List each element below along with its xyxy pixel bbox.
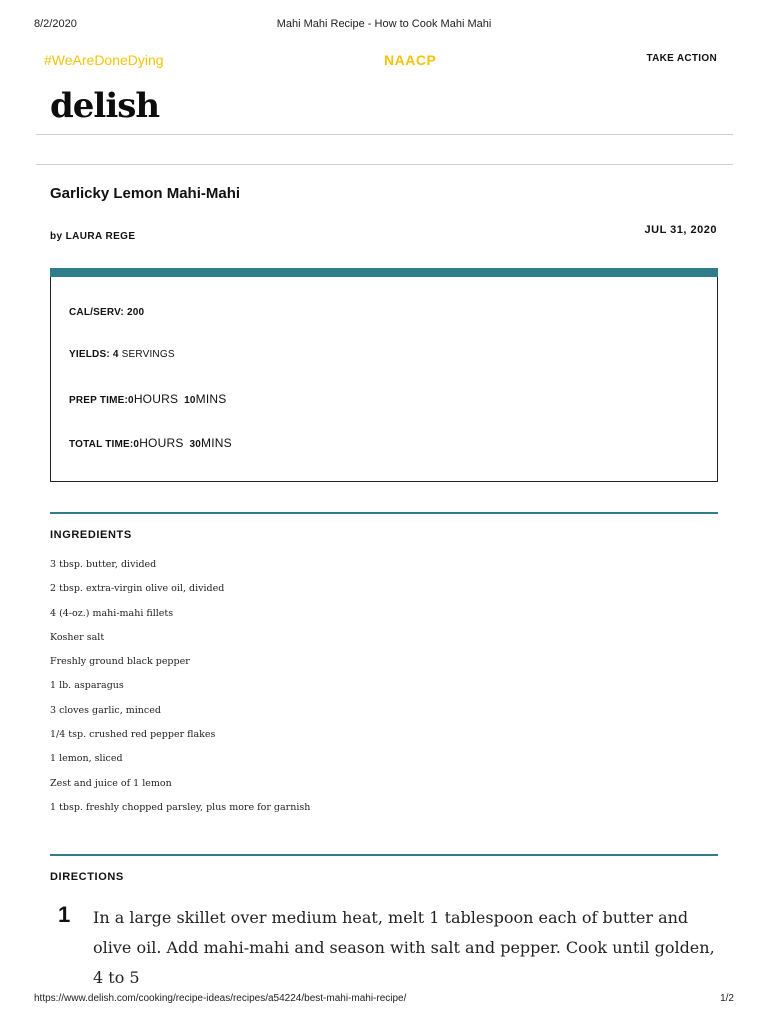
calories-label: CAL/SERV: [69,307,124,318]
byline-prefix: by [50,231,66,242]
step-text: In a large skillet over medium heat, melt 1 tablespoon each of butter and olive oil. Add mahi-mahi and season with salt and pepper. Cook until golden, 4 to 5 [93,908,715,987]
author-name[interactable]: LAURA REGE [65,231,136,242]
ingredients-divider [50,512,718,514]
ingredient-item: 1 tbsp. freshly chopped parsley, plus more for garnish [50,801,311,813]
ingredient-item: 1/4 tsp. crushed red pepper flakes [50,729,216,741]
site-logo[interactable]: delish [50,86,160,126]
recipe-title: Garlicky Lemon Mahi-Mahi [50,185,241,202]
ingredients-heading: INGREDIENTS [50,529,132,541]
byline [50,231,135,242]
prep-mins-unit: MINS [195,392,227,406]
total-mins: 30 [189,439,202,450]
yields-label: YIELDS: [69,349,110,360]
prep-time-label: PREP TIME: [69,395,129,406]
calories-per-serving [69,307,144,318]
total-mins-unit: MINS [201,436,232,450]
ingredient-item: 1 lemon, sliced [50,753,123,765]
ingredient-item: Freshly ground black pepper [50,656,190,668]
header-divider [36,164,733,165]
prep-mins: 10 [184,395,196,406]
total-hours-unit: HOURS [139,436,184,450]
ingredient-item: Kosher salt [50,631,105,643]
print-page-number: 1/2 [720,993,734,1004]
header-divider [36,134,733,135]
directions-heading: DIRECTIONS [50,871,124,883]
publish-date: JUL 31, 2020 [644,224,717,236]
total-hours: 0 [133,439,140,450]
directions-divider [50,854,718,856]
ingredient-item: 3 tbsp. butter, divided [50,559,157,570]
info-box-accent-bar [50,268,718,277]
total-time [69,436,232,450]
total-time-label: TOTAL TIME: [69,439,134,450]
recipe-info-box [50,268,718,482]
ingredients-list [50,558,310,825]
naacp-link[interactable]: NAACP [384,52,437,68]
ingredient-item: 4 (4-oz.) mahi-mahi fillets [50,607,174,619]
yields [69,349,175,360]
ingredient-item: Zest and juice of 1 lemon [50,777,172,789]
hashtag-link[interactable]: #WeAreDoneDying [44,52,164,68]
prep-time [69,392,226,406]
print-footer-url: https://www.delish.com/cooking/recipe-ideas/recipes/a54224/best-mahi-mahi-recipe/ [34,993,407,1004]
yields-number: 4 [112,349,119,360]
take-action-link[interactable]: TAKE ACTION [646,53,717,64]
ingredient-item: 1 lb. asparagus [50,680,124,692]
prep-hours-unit: HOURS [133,392,179,406]
yields-unit: SERVINGS [121,349,175,360]
print-page-title: Mahi Mahi Recipe - How to Cook Mahi Mahi [276,18,492,30]
print-date: 8/2/2020 [34,18,77,30]
step-number: 1 [58,902,71,927]
prep-hours: 0 [128,395,134,406]
ingredient-item: 3 cloves garlic, minced [50,704,161,716]
calories-value: 200 [126,307,145,318]
ingredient-item: 2 tbsp. extra-virgin olive oil, divided [50,583,225,595]
